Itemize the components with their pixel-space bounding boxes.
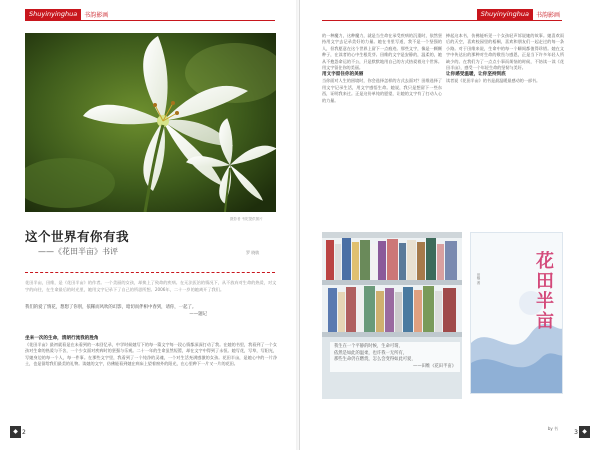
page-number-left: 2 (22, 429, 26, 436)
page-marker-left: ◆ (10, 426, 21, 438)
poem-line-2: 依然是如此的温柔，也许我一无所有， (334, 350, 408, 356)
column1-text-b: 当你面对人生的困境时，你会选择怎样的方式去面对？田维选择了用文字记录生活，用文字感悟生命。她说，我只是想留下一些东西，证明我来过。正是这份单纯的愿望，让她的文字有了打动人心的力量。 (322, 78, 442, 103)
column2-text-b: 读者说《花田半亩》的书是最温暖最感动的一部书。 (446, 78, 541, 84)
column2-heading: 让你感受温暖，让你坚持到底 (446, 72, 506, 78)
author-name: 罗 晓敏 (246, 250, 260, 255)
right-page (300, 0, 600, 450)
article-subtitle: ——《花田半亩》书评 (38, 247, 118, 256)
poem-line-1: 我生在一个平静的时候，生命可谓， (334, 344, 403, 349)
article-title: 这个世界有你有我 (25, 229, 130, 244)
brand-label-right: Shuyinyinghua (477, 9, 533, 20)
epigraph (25, 305, 277, 319)
lily-flower-illustration (25, 33, 276, 212)
book-cover (470, 232, 563, 394)
section-tag-right (477, 9, 560, 20)
column1-text: 的一种魔力，这种魔力，就是当生命在承受疾病的沉重时，依然坚持用文字去记录美好的力量。她在书里写道，我不是一个坚强的人，但我愿意在这个世界上留下一点痕迹。那些文字，像是一颗颗种子，在读者的心中生根发芽。田维的文字是安静的，温柔的，她从不抱怨命运的不公，只是默默地用自己的方式热爱着这个世界。用文字留住你的美丽。 (322, 33, 442, 71)
left-body-column (25, 335, 277, 368)
section-heading: 坐来一次的生命，清朗行流我的胜角 (25, 336, 99, 341)
header-rule-right (322, 20, 562, 21)
page-number-right: 3 (574, 429, 578, 436)
poem-signature: ——田维《花田半亩》 (413, 363, 456, 369)
page-marker-right: ◆ (579, 426, 590, 438)
cover-author: 田维 著 (477, 273, 481, 285)
body-text: 《花田半亩》最初就看是在未看到的一本回忆录，中学时候她写下的每一篇文字每一段心情都深深打动了我。在她的书里，我看到了一个女孩对生命的热爱与不舍，一个少女面对疾病时的坚强与乐观。二十一年的生命虽然短暂，却在文字中得到了永恒。她写花，写草，写阳光，写她身边的每一个人，每一件事。在那些文字里，我看到了一个纯净的灵魂，一个对生活充满感激的女孩。花田半亩，是她心中的一片净土，也是留给我们最美的礼物。读她的文字，仿佛能看到她在病床上望着窗外的阳光，在心里种下一片又一片的花田。 (25, 342, 277, 367)
footer-logo: by 书 (547, 426, 558, 431)
epigraph-signature: ——题记 (189, 311, 207, 317)
cover-title: 花田半亩 (533, 251, 554, 331)
photo-caption: 摄影者 韦陀提供图片 (230, 217, 263, 221)
intro-paragraph: 花田半亩，田维，是《花田半亩》的作者。一个美丽的女孩，却换上了致命的疾病。在无法医治的情况下，从不放弃对生命的热爱，对文字的向往，在生命最后的时光里，她用文字记录下了自己的所思所想。2006年，二十一岁的她离开了我们。 (25, 280, 277, 292)
section-tag (25, 9, 108, 20)
bookshelf-illustration (322, 232, 462, 399)
lily-photo (25, 33, 276, 212)
header-rule (25, 20, 275, 21)
section-label-right: 书韵影画 (535, 12, 560, 19)
right-column-2 (446, 33, 564, 85)
column1-heading: 用文字留住你的美丽 (322, 72, 364, 78)
poem-overlay (330, 342, 460, 372)
bookshelf-photo (322, 232, 462, 399)
right-column-1 (322, 33, 442, 104)
brand-label: Shuyinyinghua (25, 9, 81, 20)
poem-line-3: 那些生命仍在燃烧，怎么会变得如此可爱， (334, 357, 416, 363)
column2-text: 捧起这本书，仿佛能听见一个女孩轻声诉说她的故事。她喜欢雨后的天空，喜欢校园里的梧桐，喜欢和朋友们一起走过的每一条小路。对于田维来说，生命中的每一个瞬间都值得珍惜。她在文字中传达出的那种对生命的敬畏与感恩，正是当下许多年轻人所缺少的。在我们为了一点点小事而烦恼的时候，不妨读一读《花田半亩》，感受一个年轻生命的坚韧与美好。 (446, 33, 564, 71)
epigraph-text: 我们的爱了情花，想想了你别，依稀而风吹的幻影，暗切而伴相中春到，请你，一起了。 (25, 305, 197, 310)
section-label: 书韵影画 (84, 12, 109, 19)
title-divider (25, 272, 275, 273)
